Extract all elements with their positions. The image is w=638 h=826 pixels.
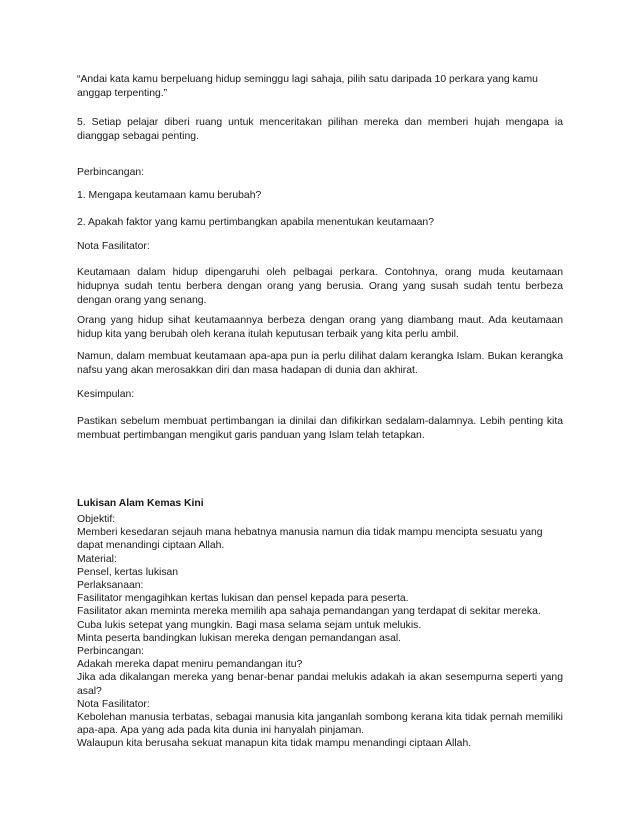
facilitator-note-paragraph-3: Namun, dalam membuat keutamaan apa-apa pun ia perlu dilihat dalam kerangka Islam. Bukan kerangka nafsu yang akan merosakkan diri dan masa hadapan di dunia dan akhirat. (77, 351, 563, 376)
implementation-step: Cuba lukis setepat yang mungkin. Bagi masa selama sejam untuk melukis. (77, 619, 422, 631)
discussion-heading: Perbincangan: (77, 167, 145, 178)
implementation-heading: Perlaksanaan: (77, 580, 144, 592)
facilitator-note-heading: Nota Fasilitator: (77, 241, 150, 252)
step-five: 5. Setiap pelajar diberi ruang untuk menceritakan pilihan mereka dan memberi hujah mengapa ia dianggap sebagai penting. (77, 117, 563, 142)
implementation-step: Fasilitator akan meminta mereka memilih apa sahaja pemandangan yang terdapat di sekitar mereka. (77, 606, 541, 618)
facilitator-note-paragraph-1: Keutamaan dalam hidup dipengaruhi oleh pelbagai perkara. Contohnya, orang muda keutamaan hidupnya sudah tentu berbera dengan orang yang berusia. Orang yang susah sudah tentu berbeza dengan orang yang senang. (77, 267, 563, 306)
discussion-question: Jika ada dikalangan mereka yang benar-benar pandai melukis adakah ia akan sesempurna seperti yang asal? (77, 672, 563, 697)
discussion-question-2: 2. Apakah faktor yang kamu pertimbangkan apabila menentukan keutamaan? (77, 217, 434, 228)
material-heading: Material: (77, 553, 117, 565)
activity-quote: “Andai kata kamu berpeluang hidup seminggu lagi sahaja, pilih satu daripada 10 perkara yang kamu anggap terpenting.” (77, 74, 538, 99)
objective-heading: Objektif: (77, 514, 116, 525)
facilitator-note-paragraph-2: Orang yang hidup sihat keutamaannya berbeza dengan orang yang diambang maut. Ada keutamaan hidup kita yang berubah oleh kerana itulah keputusan terbaik yang kita perlu ambil. (77, 315, 563, 340)
facilitator-note-text: Walaupun kita berusaha sekuat manapun kita tidak mampu menandingi ciptaan Allah. (77, 738, 472, 750)
discussion-question: Adakah mereka dapat meniru pemandangan itu? (77, 659, 303, 671)
implementation-step: Fasilitator mengagihkan kertas lukisan dan pensel kepada para peserta. (77, 593, 409, 605)
material-text: Pensel, kertas lukisan (77, 566, 179, 578)
implementation-step: Minta peserta bandingkan lukisan mereka dengan pemandangan asal. (77, 632, 402, 644)
facilitator-note-text: Kebolehan manusia terbatas, sebagai manusia kita janganlah sombong kerana kita tidak pernah memiliki apa-apa. Apa yang ada pada kita dunia ini hanyalah pinjaman. (77, 712, 563, 737)
facilitator-note-heading: Nota Fasilitator: (77, 698, 150, 710)
discussion-question-1: 1. Mengapa keutamaan kamu berubah? (77, 190, 262, 201)
section-title: Lukisan Alam Kemas Kini (77, 498, 204, 509)
section-two-body (77, 513, 563, 751)
conclusion-heading: Kesimpulan: (77, 389, 135, 400)
conclusion-text: Pastikan sebelum membuat pertimbangan ia dinilai dan difikirkan sedalam-dalamnya. Lebih penting kita membuat pertimbangan mengikut garis panduan yang Islam telah tetapkan. (77, 416, 563, 441)
objective-text: Memberi kesedaran sejauh mana hebatnya manusia namun dia tidak mampu mencipta sesuatu yang dapat menandingi ciptaan Allah. (77, 527, 543, 552)
discussion-heading: Perbincangan: (77, 646, 145, 658)
